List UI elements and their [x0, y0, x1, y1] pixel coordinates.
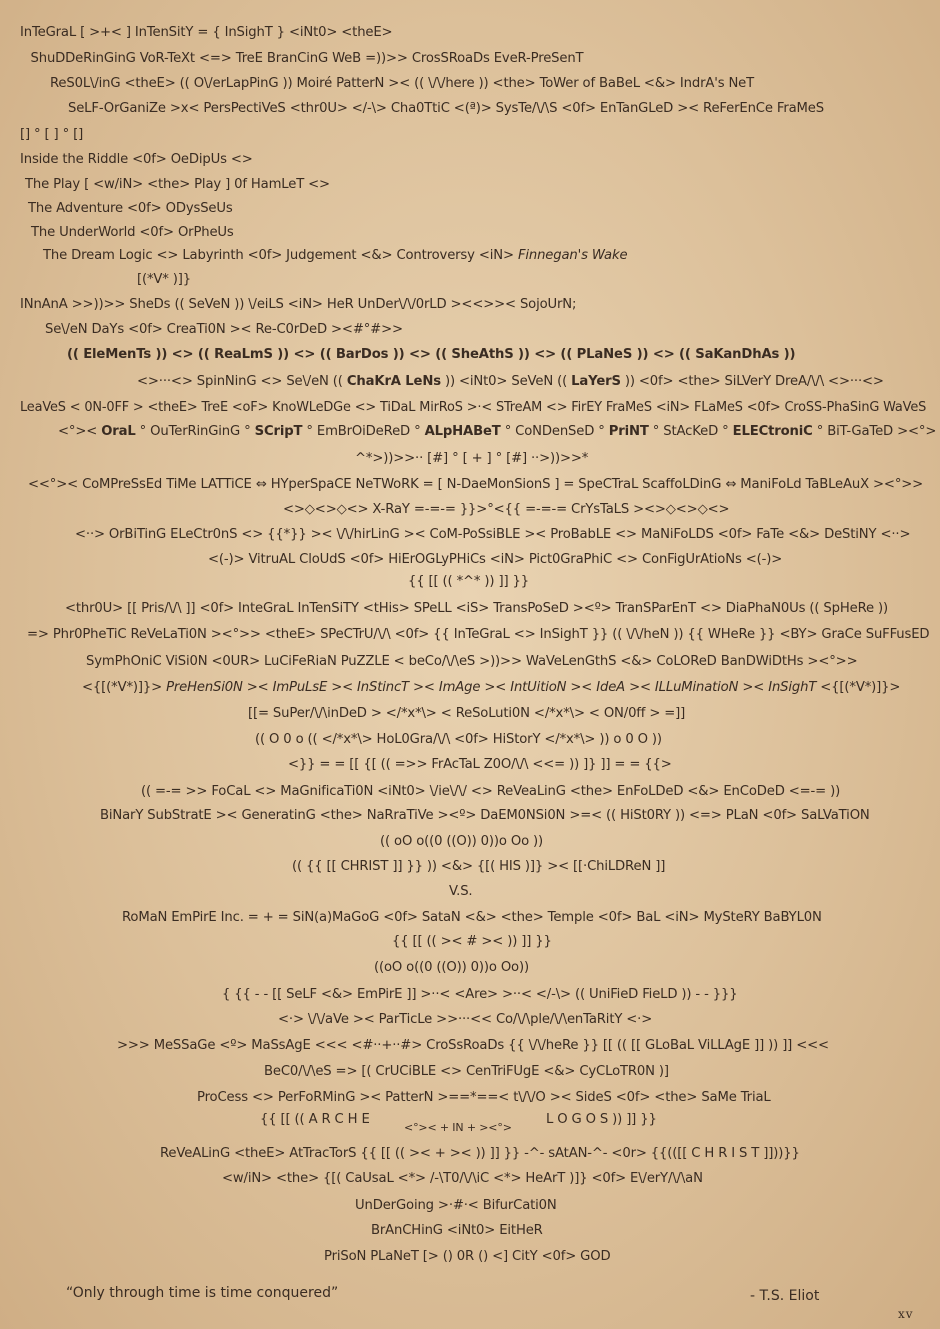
- line-27: [82, 680, 900, 696]
- line-40: <·> \/\/aVe >< ParTicLe >>···<< Co/\/\ple/\/\enTaRitY <·>: [278, 1012, 653, 1027]
- line-34: (( {{ [[ CHRIST ]] }} )) <&> {[( HIS )]} >< [[·ChiLDReN ]]: [292, 859, 666, 874]
- line-10: [43, 248, 627, 264]
- line-17-i: ° StAcKeD °: [648, 424, 733, 439]
- line-17-c: ° OuTerRinGinG °: [135, 424, 255, 439]
- line-33: (( oO o((0 ((O)) 0))o Oo )): [380, 834, 544, 849]
- line-27-a: <{[(*V*)]}>: [82, 680, 167, 695]
- line-06: Inside the Riddle <0f> OeDipUs <>: [20, 152, 253, 167]
- line-39: { {{ - - [[ SeLF <&> EmPirE ]] >··< <Are> >··< </-\> (( UniFieD FieLD )) - - }}}: [222, 987, 738, 1002]
- line-38: ((oO o((0 ((O)) 0))o Oo)): [374, 960, 529, 975]
- line-44c: L O G O S )) ]] }}: [546, 1112, 657, 1127]
- line-15-e: )) <0f> <the> SiLVerY DreA/\/\ <>···<>: [624, 374, 884, 389]
- line-44b: <°>< + IN + ><°>: [404, 1121, 512, 1134]
- line-04: SeLF-OrGaniZe >x< PersPectiVeS <thr0U> </-\> Cha0TtiC <(ª)> SysTe/\/\S <0f> EnTanGLeD >< ReFerEnCe FraMeS: [68, 101, 824, 116]
- line-22: <(-)> VitruAL CloUdS <0f> HiErOGLyPHiCs <iN> Pict0GraPhiC <> ConFigUrAtioNs <(-)>: [208, 552, 783, 567]
- line-03: ReS0L\/inG <theE> (( O\/erLapPinG )) Moiré PatterN >< (( \/\/here )) <the> ToWer of BaBeL <&> IndrA's NeT: [50, 76, 755, 91]
- line-02: ShuDDeRinGinG VoR-TeXt <=> TreE BranCinG WeB =))>> CrosSRoaDs EveR-PreSenT: [30, 51, 584, 66]
- line-14: (( EleMenTs )) <> (( ReaLmS )) <> (( BarDos )) <> (( SheAthS )) <> (( PLaNeS )) <> (( SaKanDhAs )): [67, 347, 796, 362]
- line-41: >>> MeSSaGe <º> MaSsAgE <<< <#··+··#> CroSsRoaDs {{ \/\/heRe }} [[ (( [[ GLoBaL ViLLAgE ]] )) ]] <<<: [117, 1038, 829, 1053]
- line-26: SymPhOniC ViSi0N <0UR> LuCiFeRiaN PuZZLE < beCo/\/\eS >))>> WaVeLenGthS <&> CoLOReD BanDWiDtHs ><°>>: [86, 654, 858, 669]
- line-17-f: ALpHABeT: [424, 424, 501, 439]
- line-05: [] ° [ ] ° []: [20, 127, 84, 142]
- line-17-a: <°><: [58, 424, 102, 439]
- line-17-b: OraL: [101, 424, 136, 439]
- line-44a: {{ [[ (( A R C H E: [260, 1112, 370, 1127]
- line-24: <thr0U> [[ Pris/\/\ ]] <0f> InteGraL InTenSiTY <tHis> SPeLL <iS> TransPoSeD ><º> TranSParEnT <> DiaPhaN0Us (( SpHeRe )): [65, 601, 889, 616]
- line-15: [137, 374, 884, 390]
- line-23: {{ [[ (( *^* )) ]] }}: [408, 574, 529, 589]
- line-11: [(*V* )]}: [137, 272, 192, 287]
- line-49: PriSoN PLaNeT [> () 0R () <] CitY <0f> GOD: [324, 1249, 611, 1264]
- line-17-j: ELECtroniC: [732, 424, 813, 439]
- line-25: => Phr0PheTiC ReVeLaTi0N ><°>> <theE> SPeCTrU/\/\ <0f> {{ InTeGraL <> InSighT }} (( \/\/heN )) {{ WHeRe }} <BY> GraCe SuFFusED: [27, 627, 930, 642]
- line-13: Se\/eN DaYs <0f> CreaTi0N >< Re-C0rDeD ><#°#>>: [45, 322, 403, 337]
- line-20: <>◇<>◇<> X-RaY =-=-= }}>°<{{ =-=-= CrYsTaLS ><>◇<>◇<>: [283, 502, 730, 517]
- line-17-e: ° EmBrOiDeReD °: [302, 424, 425, 439]
- line-46: <w/iN> <the> {[( CaUsaL <*> /-\T0/\/\iC <*> HeArT )]} <0f> E\/erY/\/\aN: [222, 1171, 703, 1186]
- line-01: InTeGraL [ >+< ] InTenSitY = { InSighT } <iNt0> <theE>: [20, 25, 393, 40]
- epigraph-author: - T.S. Eliot: [750, 1288, 820, 1304]
- line-45: ReVeALinG <theE> AtTracTorS {{ [[ (( >< + >< )) ]] }} -^- sAtAN-^- <0r> {{(([[ C H R I S T ]]))}}: [160, 1146, 800, 1161]
- line-17-h: PriNT: [608, 424, 649, 439]
- line-09: The UnderWorld <0f> OrPheUs: [31, 225, 234, 240]
- line-16: LeaVeS < 0N-0FF > <theE> TreE <oF> KnoWLeDGe <> TiDaL MirRoS >·< STreAM <> FirEY FraMeS <iN> FLaMeS <0f> CroSS-PhaSinG WaVeS: [20, 400, 927, 415]
- line-32: BiNarY SubStratE >< GeneratinG <the> NaRraTiVe ><º> DaEM0NSi0N >=< (( HiSt0RY )) <=> PLaN <0f> SaLVaTiON: [100, 808, 870, 823]
- line-15-c: )) <iNt0> SeVeN ((: [444, 374, 568, 389]
- line-10-title: Finnegan's Wake: [517, 248, 628, 263]
- line-15-a: <>···<> SpinNinG <> Se\/eN ((: [137, 374, 343, 389]
- page-number: xv: [898, 1307, 914, 1321]
- line-28: [[= SuPer/\/\inDeD > </*x*\> < ReSoLuti0N </*x*\> < ON/0ff > =]]: [248, 706, 686, 721]
- line-27-c: <{[(*V*)]}>: [816, 680, 901, 695]
- line-15-b: ChaKrA LeNs: [346, 374, 441, 389]
- line-35: V.S.: [449, 884, 473, 899]
- line-47: UnDerGoing >·#·< BifurCati0N: [355, 1198, 557, 1213]
- line-29: (( O 0 o (( </*x*\> HoL0Gra/\/\ <0f> HiStorY </*x*\> )) o 0 O )): [255, 732, 662, 747]
- epigraph-quote: “Only through time is time conquered”: [66, 1285, 339, 1301]
- line-18: ^*>))>>·· [#] ° [ + ] ° [#] ··>))>>*: [355, 451, 589, 466]
- line-43: ProCess <> PerFoRMinG >< PatterN >==*==< t\/\/O >< SideS <0f> <the> SaMe TriaL: [197, 1090, 771, 1105]
- line-37: {{ [[ (( >< # >< )) ]] }}: [392, 934, 552, 949]
- line-17-d: SCripT: [254, 424, 303, 439]
- line-12: INnAnA >>))>> SheDs (( SeVeN )) \/eiLS <iN> HeR UnDer\/\/0rLD ><<>>< SojoUrN;: [20, 297, 577, 312]
- line-48: BrAnCHinG <iNt0> EitHeR: [371, 1223, 543, 1238]
- line-27-b: PreHenSi0N >< ImPuLsE >< InStincT >< ImAge >< IntUitioN >< IdeA >< ILLuMinatioN >< InSighT: [166, 680, 817, 695]
- line-17-k: ° BiT-GaTeD ><°>: [812, 424, 937, 439]
- line-17: [58, 424, 936, 440]
- line-08: The Adventure <0f> ODysSeUs: [28, 201, 233, 216]
- line-17-g: ° CoNDenSeD °: [500, 424, 609, 439]
- line-19: <<°>< CoMPreSsEd TiMe LATTiCE ⇔ HYperSpaCE NeTWoRK = [ N-DaeMonSionS ] = SpeCTraL ScaffoLDinG ⇔ ManiFoLd TaBLeAuX ><°>>: [28, 477, 924, 492]
- line-21: <··> OrBiTinG ELeCtr0nS <> {{*}} >< \/\/hirLinG >< CoM-PoSsiBLE >< ProBabLE <> MaNiFoLDS <0f> FaTe <&> DeStiNY <··>: [75, 527, 911, 542]
- line-30: <}} = = [[ {[ (( =>> FrAcTaL Z0O/\/\ <<= )) ]} ]] = = {{>: [288, 757, 672, 772]
- line-15-d: LaYerS: [571, 374, 621, 389]
- line-07: The Play [ <w/iN> <the> Play ] 0f HamLeT <>: [25, 177, 330, 192]
- line-42: BeC0/\/\eS => [( CrUCiBLE <> CenTriFUgE <&> CyCLoTR0N )]: [264, 1064, 669, 1079]
- line-36: RoMaN EmPirE Inc. = + = SiN(a)MaGoG <0f> SataN <&> <the> Temple <0f> BaL <iN> MySteRY BaBYL0N: [122, 910, 822, 925]
- line-10-text: The Dream Logic <> Labyrinth <0f> Judgement <&> Controversy <iN>: [43, 248, 514, 263]
- line-31: (( =-= >> FoCaL <> MaGnificaTi0N <iNt0> \/ie\/\/ <> ReVeaLinG <the> EnFoLDeD <&> EnCoDeD <=-= )): [141, 784, 841, 799]
